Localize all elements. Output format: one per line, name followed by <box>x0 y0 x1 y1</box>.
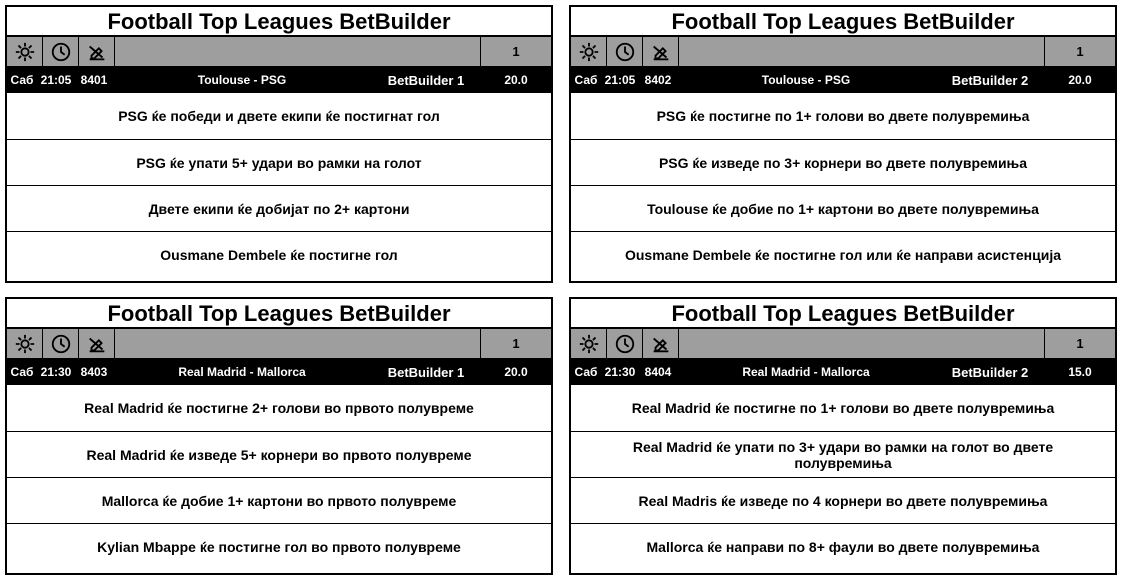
match-bar <box>7 359 551 385</box>
match-bar <box>7 67 551 93</box>
selection-list <box>7 93 551 277</box>
match-time: 21:05 <box>40 73 72 87</box>
selection-list <box>7 385 551 569</box>
betbuilder-panel <box>5 5 553 283</box>
selection-item[interactable]: PSG ќе изведе по 3+ корнери во двете полувремиња <box>571 139 1115 185</box>
selection-item[interactable]: PSG ќе победи и двете екипи ќе постигнат гол <box>118 108 440 124</box>
betbuilder-label: BetBuilder 2 <box>951 364 1029 380</box>
ticket-count: 1 <box>512 44 520 59</box>
panel-title: Football Top Leagues BetBuilder <box>571 299 1115 329</box>
toolbar-spacer <box>679 329 1045 358</box>
betbuilder-panel <box>569 5 1117 283</box>
match-name: Real Madrid - Mallorca <box>178 365 306 379</box>
edit-off-icon[interactable] <box>643 329 679 358</box>
clock-icon[interactable] <box>43 37 79 66</box>
selection-list <box>571 93 1115 277</box>
betbuilder-panel <box>5 297 553 575</box>
selection-item[interactable]: Kylian Mbappe ќе постигне гол во првото полувреме <box>7 523 551 569</box>
betbuilder-label: BetBuilder 1 <box>387 72 465 88</box>
selection-item[interactable]: Ousmane Dembele ќе постигне гол <box>7 231 551 277</box>
selection-list <box>571 385 1115 569</box>
match-name: Real Madrid - Mallorca <box>742 365 870 379</box>
toolbar <box>7 329 551 359</box>
gear-icon[interactable] <box>571 37 607 66</box>
match-time: 21:05 <box>604 73 636 87</box>
selection-item[interactable]: Real Madris ќе изведе по 4 корнери во двете полувремиња <box>571 477 1115 523</box>
match-name: Toulouse - PSG <box>197 73 287 87</box>
match-name: Toulouse - PSG <box>761 73 851 87</box>
match-day: Саб <box>574 365 598 379</box>
selection-item[interactable]: PSG ќе упати 5+ удари во рамки на голот <box>7 139 551 185</box>
selection-item[interactable]: Ousmane Dembele ќе постигне гол или ќе направи асистенција <box>571 231 1115 277</box>
selection-item[interactable]: Real Madrid ќе изведе 5+ корнери во првото полувреме <box>7 431 551 477</box>
betbuilder-label: BetBuilder 1 <box>387 364 465 380</box>
selection-item[interactable]: Real Madrid ќе постигне по 1+ голови во двете полувремиња <box>631 400 1055 416</box>
clock-icon[interactable] <box>607 329 643 358</box>
ticket-count: 1 <box>1076 336 1084 351</box>
match-day: Саб <box>10 365 34 379</box>
gear-icon[interactable] <box>7 329 43 358</box>
edit-off-icon[interactable] <box>643 37 679 66</box>
edit-off-icon[interactable] <box>79 37 115 66</box>
toolbar <box>571 329 1115 359</box>
match-day: Саб <box>574 73 598 87</box>
selection-item[interactable]: PSG ќе постигне по 1+ голови во двете полувремиња <box>656 108 1030 124</box>
panel-title: Football Top Leagues BetBuilder <box>7 7 551 37</box>
toolbar-spacer <box>115 329 481 358</box>
match-code: 8404 <box>644 365 672 379</box>
selection-item[interactable]: Real Madrid ќе упати по 3+ удари во рамки на голот во двете полувремиња <box>571 431 1115 477</box>
toolbar-spacer <box>115 37 481 66</box>
ticket-count: 1 <box>512 336 520 351</box>
match-time: 21:30 <box>40 365 72 379</box>
clock-icon[interactable] <box>43 329 79 358</box>
selection-item[interactable]: Mallorca ќе добие 1+ картони во првото полувреме <box>7 477 551 523</box>
betbuilder-label: BetBuilder 2 <box>951 72 1029 88</box>
odds-value[interactable]: 20.0 <box>504 73 528 87</box>
panel-title: Football Top Leagues BetBuilder <box>7 299 551 329</box>
match-code: 8401 <box>80 73 108 87</box>
betbuilder-panel <box>569 297 1117 575</box>
selection-item[interactable]: Real Madrid ќе постигне 2+ голови во првото полувреме <box>84 400 474 416</box>
match-code: 8403 <box>80 365 108 379</box>
odds-value[interactable]: 15.0 <box>1068 365 1092 379</box>
gear-icon[interactable] <box>7 37 43 66</box>
match-bar <box>571 359 1115 385</box>
clock-icon[interactable] <box>607 37 643 66</box>
toolbar-spacer <box>679 37 1045 66</box>
match-time: 21:30 <box>604 365 636 379</box>
match-day: Саб <box>10 73 34 87</box>
match-code: 8402 <box>644 73 672 87</box>
toolbar <box>571 37 1115 67</box>
gear-icon[interactable] <box>571 329 607 358</box>
odds-value[interactable]: 20.0 <box>504 365 528 379</box>
match-bar <box>571 67 1115 93</box>
ticket-count: 1 <box>1076 44 1084 59</box>
selection-item[interactable]: Mallorca ќе направи по 8+ фаули во двете полувремиња <box>571 523 1115 569</box>
toolbar <box>7 37 551 67</box>
odds-value[interactable]: 20.0 <box>1068 73 1092 87</box>
selection-item[interactable]: Toulouse ќе добие по 1+ картони во двете полувремиња <box>571 185 1115 231</box>
edit-off-icon[interactable] <box>79 329 115 358</box>
panel-title: Football Top Leagues BetBuilder <box>571 7 1115 37</box>
selection-item[interactable]: Двете екипи ќе добијат по 2+ картони <box>7 185 551 231</box>
